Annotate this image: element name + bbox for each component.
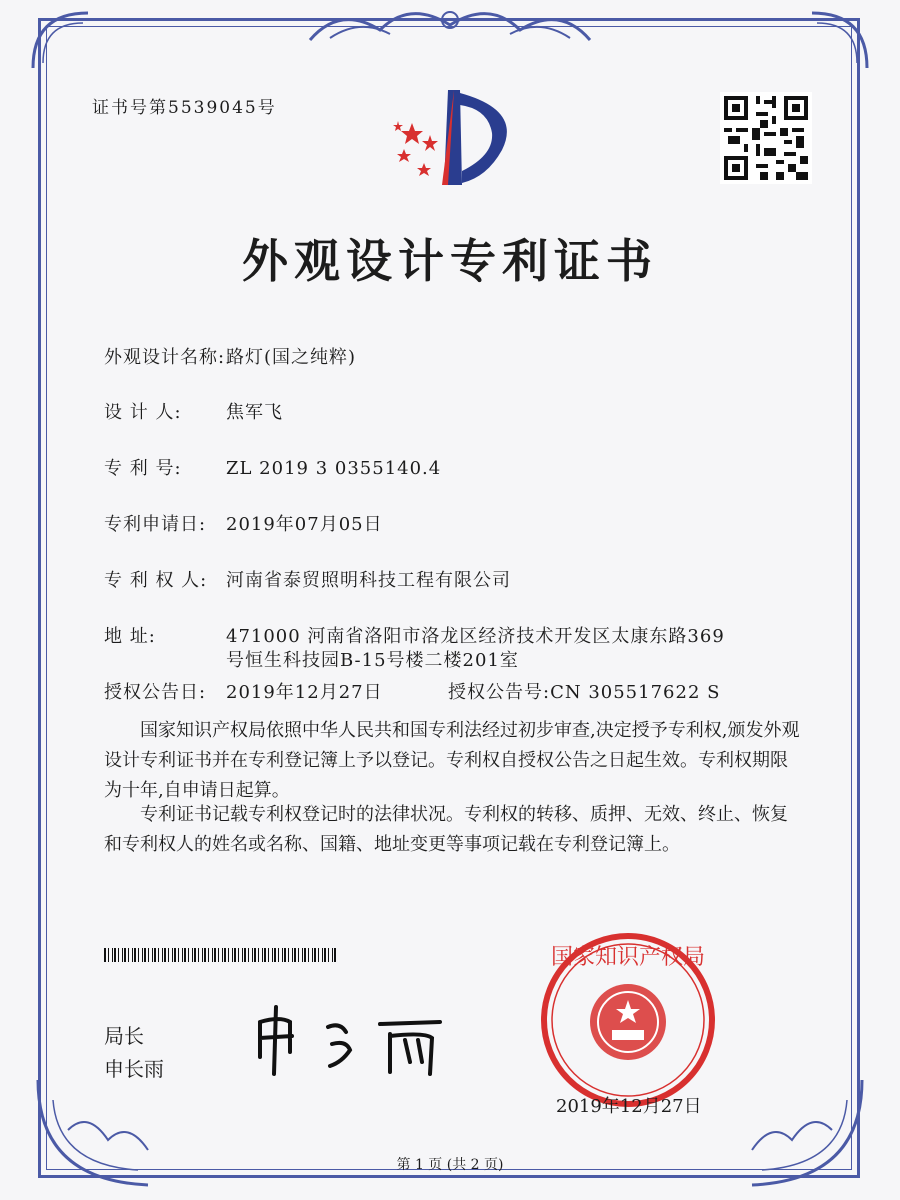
design-name-label: 外观设计名称: [104,347,226,368]
filing-date-value: 2019年07月05日 [226,514,383,535]
field-design-name [104,343,356,369]
field-address-continued [226,646,519,672]
certificate-number-label: 证书号第 [92,98,168,118]
field-patentee [104,566,511,592]
certificate-number-value: 5539045 [168,98,258,118]
grant-number-value: CN 305517622 S [550,682,721,703]
director-name: 申长雨 [104,1057,164,1081]
official-seal-icon [538,930,718,1110]
director-title: 局长 [104,1024,144,1048]
patent-number-label: 专 利 号: [104,458,182,479]
inner-border [46,26,852,1170]
field-grant-date [104,678,383,704]
certificate-number-suffix: 号 [257,98,277,118]
patentee-label: 专 利 权 人: [104,570,208,591]
patent-number-value: ZL 2019 3 0355140.4 [226,458,442,479]
address-label: 地 址: [104,626,156,647]
design-name-value: 路灯(国之纯粹) [226,347,357,368]
body-paragraph-2: 专利证书记载专利权登记时的法律状况。专利权的转移、质押、无效、终止、恢复和专利权人的姓名或名称、国籍、地址变更等事项记载在专利登记簿上。 [104,804,788,855]
grant-number-label: 授权公告号: [448,682,551,703]
qr-code-icon [720,92,812,184]
barcode-icon [104,948,336,962]
cnipa-logo-icon [382,85,522,195]
corner-ornament-bottom-left [28,1070,168,1195]
top-ornament [300,0,600,50]
corner-ornament-top-left [28,8,98,78]
field-patent-number [104,454,441,480]
certificate-title: 外观设计专利证书 [242,234,658,288]
designer-value: 焦军飞 [226,402,283,423]
field-designer [104,398,283,424]
address-line-1: 471000 河南省洛阳市洛龙区经济技术开发区太康东路369 [226,626,725,647]
address-line-2: 号恒生科技园B-15号楼二楼201室 [226,650,519,671]
page-footer: 第 1 页 (共 2 页) [396,1157,504,1173]
seal-date: 2019年12月27日 [556,1096,702,1117]
filing-date-label: 专利申请日: [104,514,207,535]
grant-date-label: 授权公告日: [104,682,207,703]
grant-date-value: 2019年12月27日 [226,682,383,703]
field-grant-number [448,678,720,704]
field-filing-date [104,510,383,536]
certificate-number [92,93,277,118]
corner-ornament-bottom-right [732,1070,872,1195]
field-address [104,622,725,648]
designer-label: 设 计 人: [104,402,182,423]
corner-ornament-top-right [802,8,872,78]
svg-text:国家知识产权局: 国家知识产权局 [550,945,706,970]
body-paragraph-1: 国家知识产权局依照中华人民共和国专利法经过初步审查,决定授予专利权,颁发外观设计专利证书并在专利登记簿上予以登记。专利权自授权公告之日起生效。专利权期限为十年,自申请日起算。 [104,720,800,801]
patentee-value: 河南省泰贸照明科技工程有限公司 [226,570,511,591]
director-signature [250,1002,460,1082]
